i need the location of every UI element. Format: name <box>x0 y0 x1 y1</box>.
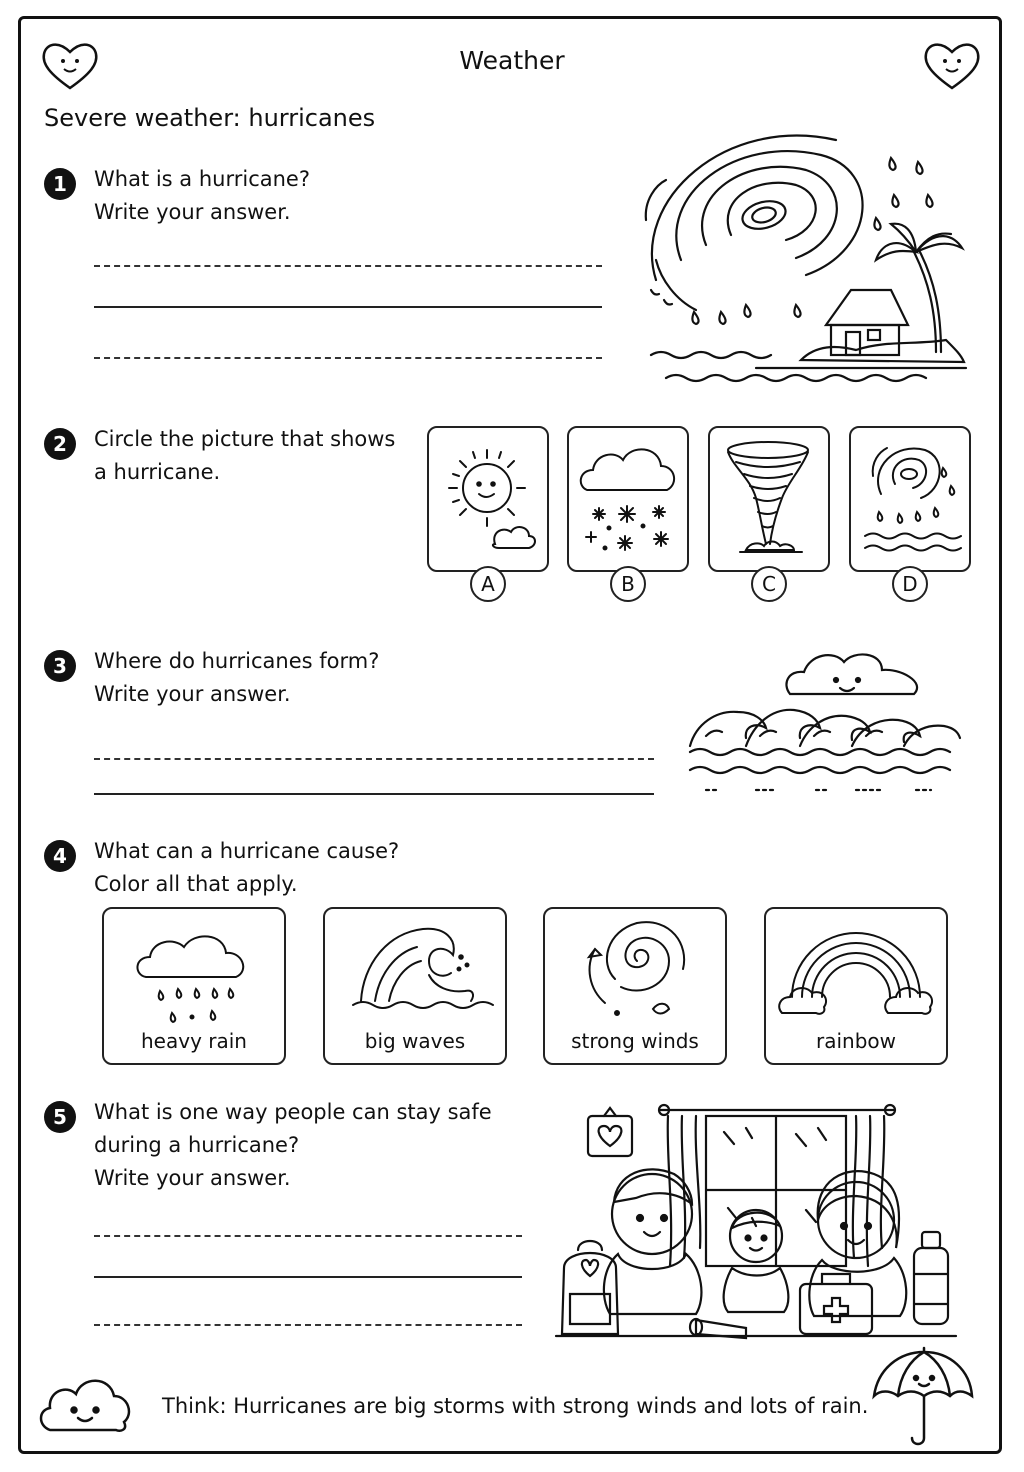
choice-card-strong-winds[interactable] <box>543 907 727 1065</box>
option-card-c[interactable] <box>708 426 830 572</box>
wind-swirl-icon <box>545 909 725 1029</box>
answer-line[interactable] <box>94 1276 522 1278</box>
answer-line[interactable] <box>94 357 602 359</box>
answer-line[interactable] <box>94 306 602 308</box>
rainbow-icon <box>766 909 946 1029</box>
choice-card-heavy-rain[interactable] <box>102 907 286 1065</box>
ocean-waves-illustration <box>686 628 966 798</box>
option-card-d[interactable] <box>849 426 971 572</box>
option-card-b[interactable] <box>567 426 689 572</box>
tornado-icon <box>710 428 828 570</box>
option-letter-c[interactable]: C <box>751 566 787 602</box>
umbrella-face-icon <box>870 1346 976 1450</box>
think-note: Think: Hurricanes are big storms with strong winds and lots of rain. <box>162 1394 869 1418</box>
answer-line[interactable] <box>94 265 602 267</box>
choice-label: strong winds <box>571 1029 699 1053</box>
choice-card-rainbow[interactable] <box>764 907 948 1065</box>
question-1-text: What is a hurricane? Write your answer. <box>94 167 310 224</box>
question-number-1: 1 <box>44 168 76 200</box>
answer-line[interactable] <box>94 758 654 760</box>
option-letter-d[interactable]: D <box>892 566 928 602</box>
page-subtitle: Severe weather: hurricanes <box>44 104 376 132</box>
hurricane-icon <box>851 428 969 570</box>
sun-with-cloud-icon <box>429 428 547 570</box>
choice-label: rainbow <box>816 1029 896 1053</box>
snow-cloud-icon <box>569 428 687 570</box>
question-number-2: 2 <box>44 428 76 460</box>
option-card-a[interactable] <box>427 426 549 572</box>
wave-icon <box>325 909 505 1029</box>
option-letter-a[interactable]: A <box>470 566 506 602</box>
question-2-text: Circle the picture that shows a hurricane. <box>94 427 396 484</box>
cloud-face-icon <box>36 1370 134 1436</box>
question-4-text: What can a hurricane cause? Color all that apply. <box>94 839 400 896</box>
question-5-text: What is one way people can stay safe during a hurricane? Write your answer. <box>94 1100 492 1190</box>
option-letter-b[interactable]: B <box>610 566 646 602</box>
choice-label: heavy rain <box>141 1029 247 1053</box>
choice-label: big waves <box>364 1029 466 1053</box>
question-number-3: 3 <box>44 650 76 682</box>
hurricane-island-illustration <box>636 140 976 390</box>
question-3-text: Where do hurricanes form? Write your answer. <box>94 649 380 706</box>
question-number-4: 4 <box>44 840 76 872</box>
family-shelter-illustration <box>556 1098 956 1344</box>
answer-line[interactable] <box>94 793 654 795</box>
rain-cloud-icon <box>104 909 284 1029</box>
question-number-5: 5 <box>44 1101 76 1133</box>
answer-line[interactable] <box>94 1324 522 1326</box>
answer-line[interactable] <box>94 1235 522 1237</box>
page-title: Weather <box>459 46 565 75</box>
choice-card-big-waves[interactable] <box>323 907 507 1065</box>
